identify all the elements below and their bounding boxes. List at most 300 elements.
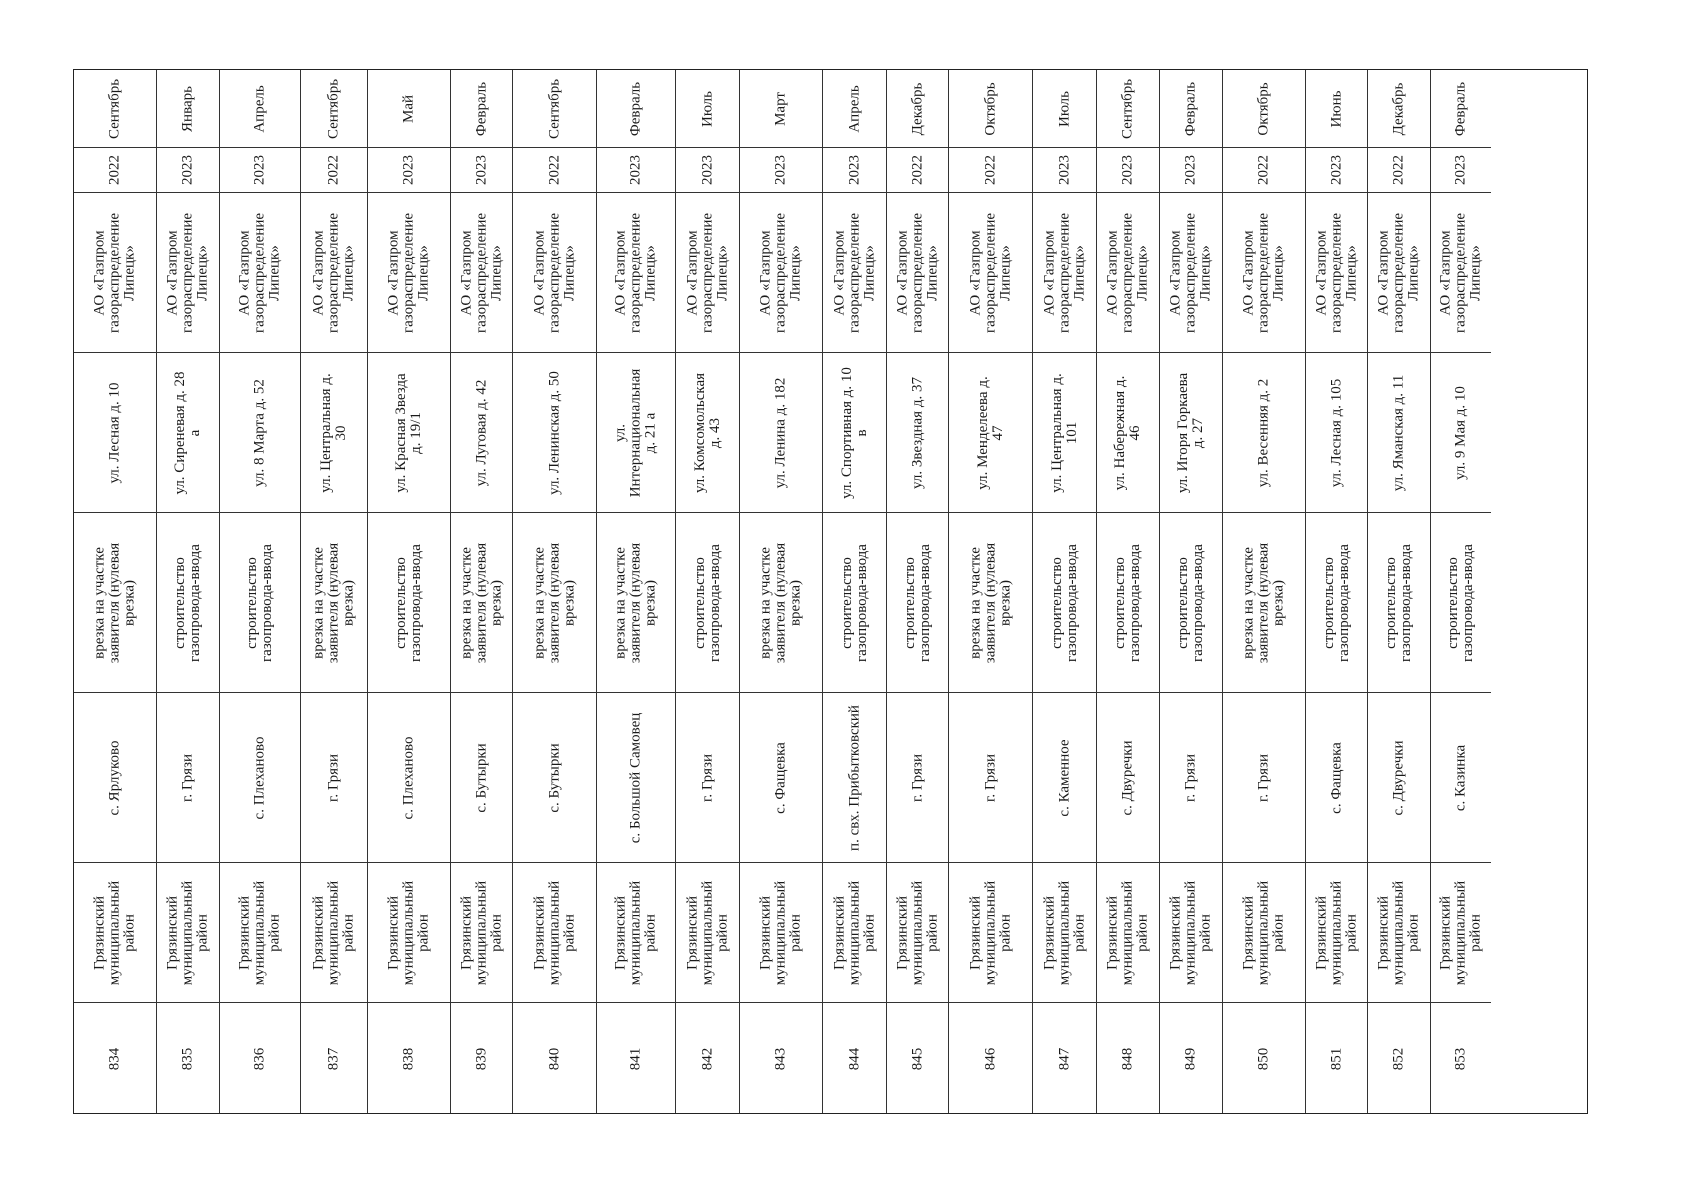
- locality-text: с. Ярлуково: [106, 740, 123, 815]
- work-type-text: строительство газопровода-ввода: [1320, 543, 1352, 662]
- row-number-cell: [368, 1002, 450, 1115]
- organization-text: АО «Газпром газораспределение Липецк»: [1104, 212, 1151, 333]
- district-cell: [157, 862, 219, 1002]
- district-text: Грязинский муниципальный район: [612, 880, 659, 985]
- table-row: [367, 70, 450, 1113]
- address-text: ул. Игоря Горкаева д. 27: [1175, 372, 1206, 493]
- table-row: [886, 70, 948, 1113]
- address-cell: [451, 352, 512, 512]
- organization-cell: [74, 192, 156, 352]
- locality-text: г. Грязи: [1255, 753, 1272, 802]
- work-type-cell: [1160, 512, 1222, 692]
- year-text: 2023: [699, 155, 715, 185]
- month-text: Сентябрь: [106, 78, 123, 139]
- month-cell: [74, 70, 156, 147]
- work-type-cell: [301, 512, 367, 692]
- district-cell: [949, 862, 1032, 1002]
- address-text: ул. Комсомольская д. 43: [691, 372, 723, 493]
- organization-cell: [220, 192, 300, 352]
- address-cell: [1223, 352, 1305, 512]
- year-text: 2023: [772, 155, 789, 185]
- year-cell: [1160, 147, 1222, 192]
- year-cell: [949, 147, 1032, 192]
- district-text: Грязинский муниципальный район: [164, 880, 211, 985]
- row-number-cell: [301, 1002, 367, 1115]
- month-cell: [887, 70, 948, 147]
- month-cell: [597, 70, 675, 147]
- year-cell: [1368, 147, 1430, 192]
- locality-cell: [1223, 692, 1305, 862]
- year-cell: [1033, 147, 1096, 192]
- work-type-text: строительство газопровода-ввода: [901, 543, 933, 662]
- locality-cell: [1033, 692, 1096, 862]
- locality-cell: [301, 692, 367, 862]
- locality-cell: [1431, 692, 1491, 862]
- year-text: 2023: [179, 155, 196, 185]
- year-text: 2023: [1056, 155, 1072, 185]
- work-type-cell: [220, 512, 300, 692]
- year-cell: [1431, 147, 1491, 192]
- locality-cell: [1160, 692, 1222, 862]
- address-cell: [1033, 352, 1096, 512]
- organization-text: АО «Газпром газораспределение Липецк»: [531, 212, 577, 333]
- month-text: Октябрь: [1255, 81, 1272, 136]
- address-cell: [220, 352, 300, 512]
- locality-cell: [1368, 692, 1430, 862]
- address-text: ул. Весенняя д. 2: [1255, 378, 1272, 487]
- month-text: Сентябрь: [1119, 78, 1136, 139]
- year-cell: [301, 147, 367, 192]
- month-text: Февраль: [627, 81, 644, 136]
- district-cell: [220, 862, 300, 1002]
- district-cell: [513, 862, 596, 1002]
- row-number-text: 839: [473, 1047, 489, 1071]
- work-type-text: строительство газопровода-ввода: [1112, 543, 1143, 662]
- address-text: ул. 9 Мая д. 10: [1452, 385, 1469, 480]
- work-type-cell: [597, 512, 675, 692]
- organization-cell: [1033, 192, 1096, 352]
- district-cell: [597, 862, 675, 1002]
- row-number-cell: [451, 1002, 512, 1115]
- row-number-text: 851: [1328, 1047, 1344, 1071]
- organization-text: АО «Газпром газораспределение Липецк»: [894, 212, 940, 333]
- row-number-text: 838: [400, 1047, 417, 1071]
- locality-cell: [74, 692, 156, 862]
- address-cell: [740, 352, 822, 512]
- locality-cell: [1306, 692, 1367, 862]
- address-cell: [949, 352, 1032, 512]
- month-cell: [301, 70, 367, 147]
- work-type-cell: [949, 512, 1032, 692]
- locality-text: с. Плеханово: [251, 736, 268, 819]
- locality-text: с. Двуречки: [1119, 739, 1136, 816]
- gas-connection-table: [73, 69, 1588, 1114]
- address-text: ул. Интернациональная д. 21 а: [612, 368, 659, 497]
- work-type-text: врезка на участке заявителя (нулевая врезка): [531, 542, 577, 663]
- organization-text: АО «Газпром газораспределение Липецк»: [458, 212, 504, 333]
- work-type-cell: [368, 512, 450, 692]
- month-text: Апрель: [846, 84, 862, 133]
- table-row: [675, 70, 739, 1113]
- month-cell: [1223, 70, 1305, 147]
- row-number-cell: [157, 1002, 219, 1115]
- row-number-text: 841: [627, 1047, 644, 1071]
- row-number-text: 840: [546, 1047, 562, 1071]
- row-number-text: 844: [846, 1047, 862, 1071]
- table-row: [1096, 70, 1159, 1113]
- row-number-cell: [1097, 1002, 1159, 1115]
- row-number-text: 852: [1390, 1047, 1407, 1071]
- address-text: ул. Лесная д. 105: [1328, 378, 1344, 487]
- row-number-cell: [513, 1002, 596, 1115]
- district-cell: [1223, 862, 1305, 1002]
- locality-cell: [740, 692, 822, 862]
- row-number-text: 847: [1056, 1047, 1072, 1071]
- month-text: Сентябрь: [546, 78, 562, 139]
- month-text: Февраль: [1452, 81, 1469, 136]
- month-text: Январь: [179, 85, 196, 132]
- table-row: [156, 70, 219, 1113]
- work-type-text: врезка на участке заявителя (нулевая врезка): [458, 542, 504, 663]
- work-type-text: врезка на участке заявителя (нулевая врезка): [1240, 542, 1287, 663]
- locality-text: с. Двуречки: [1390, 739, 1407, 816]
- address-text: ул. Сиреневая д. 28 а: [172, 370, 203, 495]
- organization-cell: [451, 192, 512, 352]
- year-cell: [1306, 147, 1367, 192]
- address-cell: [597, 352, 675, 512]
- month-cell: [1368, 70, 1430, 147]
- locality-cell: [220, 692, 300, 862]
- district-cell: [1368, 862, 1430, 1002]
- work-type-cell: [823, 512, 886, 692]
- organization-text: АО «Газпром газораспределение Липецк»: [1167, 212, 1214, 333]
- organization-cell: [1223, 192, 1305, 352]
- year-cell: [1097, 147, 1159, 192]
- year-text: 2022: [106, 155, 123, 185]
- organization-text: АО «Газпром газораспределение Липецк»: [1375, 212, 1422, 333]
- year-cell: [368, 147, 450, 192]
- address-cell: [1368, 352, 1430, 512]
- month-text: Май: [400, 94, 417, 123]
- organization-cell: [1368, 192, 1430, 352]
- row-number-cell: [220, 1002, 300, 1115]
- district-text: Грязинский муниципальный район: [757, 880, 804, 985]
- row-number-cell: [676, 1002, 739, 1115]
- year-text: 2023: [1182, 155, 1199, 185]
- locality-text: г. Грязи: [1182, 753, 1199, 802]
- table-row: [300, 70, 367, 1113]
- organization-cell: [597, 192, 675, 352]
- locality-text: с. Большой Самовец: [627, 712, 644, 843]
- month-cell: [676, 70, 739, 147]
- district-cell: [1431, 862, 1491, 1002]
- locality-text: п. свх. Прибытковский: [846, 704, 862, 851]
- row-number-cell: [597, 1002, 675, 1115]
- year-text: 2023: [251, 155, 268, 185]
- table-row: [1430, 70, 1491, 1113]
- organization-cell: [1306, 192, 1367, 352]
- row-number-cell: [949, 1002, 1032, 1115]
- work-type-cell: [1368, 512, 1430, 692]
- work-type-text: строительство газопровода-ввода: [244, 543, 275, 662]
- organization-text: АО «Газпром газораспределение Липецк»: [967, 212, 1013, 333]
- locality-cell: [513, 692, 596, 862]
- district-cell: [676, 862, 739, 1002]
- address-text: ул. Спортивная д. 10 в: [838, 366, 870, 499]
- work-type-cell: [451, 512, 512, 692]
- organization-cell: [368, 192, 450, 352]
- work-type-text: строительство газопровода-ввода: [172, 543, 203, 662]
- table-row: [1367, 70, 1430, 1113]
- address-text: ул. Красная Звезда д. 19/1: [393, 372, 424, 493]
- address-cell: [1097, 352, 1159, 512]
- district-cell: [74, 862, 156, 1002]
- month-text: Июль: [699, 90, 715, 127]
- district-cell: [740, 862, 822, 1002]
- address-text: ул. Лесная д. 10: [106, 381, 123, 484]
- district-text: Грязинский муниципальный район: [458, 880, 504, 985]
- address-cell: [887, 352, 948, 512]
- address-cell: [676, 352, 739, 512]
- table-row: [948, 70, 1032, 1113]
- work-type-text: врезка на участке заявителя (нулевая врезка): [612, 542, 659, 663]
- district-cell: [368, 862, 450, 1002]
- locality-text: с. Бутырки: [546, 742, 562, 813]
- month-cell: [1306, 70, 1367, 147]
- row-number-text: 845: [909, 1047, 925, 1071]
- work-type-text: строительство газопровода-ввода: [393, 543, 424, 662]
- district-cell: [1306, 862, 1367, 1002]
- organization-text: АО «Газпром газораспределение Липецк»: [831, 212, 877, 333]
- organization-cell: [513, 192, 596, 352]
- locality-cell: [1097, 692, 1159, 862]
- address-text: ул. Луговая д. 42: [473, 379, 489, 486]
- district-text: Грязинский муниципальный район: [1104, 880, 1151, 985]
- address-cell: [513, 352, 596, 512]
- work-type-cell: [1431, 512, 1491, 692]
- organization-cell: [887, 192, 948, 352]
- district-text: Грязинский муниципальный район: [1167, 880, 1214, 985]
- work-type-cell: [1097, 512, 1159, 692]
- organization-cell: [1097, 192, 1159, 352]
- row-number-cell: [823, 1002, 886, 1115]
- row-number-text: 834: [106, 1047, 123, 1071]
- locality-text: г. Грязи: [699, 753, 715, 802]
- month-cell: [740, 70, 822, 147]
- year-text: 2023: [400, 155, 417, 185]
- address-text: ул. Центральная д. 101: [1048, 372, 1080, 493]
- row-number-text: 853: [1452, 1047, 1469, 1071]
- district-cell: [451, 862, 512, 1002]
- district-cell: [1033, 862, 1096, 1002]
- row-number-cell: [1368, 1002, 1430, 1115]
- work-type-cell: [740, 512, 822, 692]
- row-number-text: 836: [251, 1047, 268, 1071]
- table-row: [74, 70, 156, 1113]
- row-number-cell: [740, 1002, 822, 1115]
- district-text: Грязинский муниципальный район: [236, 880, 283, 985]
- table-row: [512, 70, 596, 1113]
- district-text: Грязинский муниципальный район: [1375, 880, 1422, 985]
- month-cell: [513, 70, 596, 147]
- work-type-text: строительство газопровода-ввода: [1175, 543, 1206, 662]
- address-text: ул. Менделеева д. 47: [974, 375, 1006, 490]
- table-row: [1305, 70, 1367, 1113]
- row-number-text: 843: [772, 1047, 789, 1071]
- month-cell: [451, 70, 512, 147]
- month-cell: [823, 70, 886, 147]
- address-text: ул. Звездная д. 37: [909, 376, 925, 489]
- district-text: Грязинский муниципальный район: [91, 880, 138, 985]
- work-type-text: строительство газопровода-ввода: [1445, 543, 1476, 662]
- organization-cell: [157, 192, 219, 352]
- district-text: Грязинский муниципальный район: [967, 880, 1013, 985]
- row-number-text: 837: [325, 1047, 342, 1071]
- work-type-text: врезка на участке заявителя (нулевая врезка): [310, 542, 357, 663]
- address-cell: [74, 352, 156, 512]
- organization-text: АО «Газпром газораспределение Липецк»: [236, 212, 283, 333]
- organization-text: АО «Газпром газораспределение Липецк»: [1041, 212, 1087, 333]
- work-type-text: строительство газопровода-ввода: [691, 543, 723, 662]
- district-text: Грязинский муниципальный район: [684, 880, 730, 985]
- organization-cell: [823, 192, 886, 352]
- row-number-text: 842: [699, 1047, 715, 1071]
- address-cell: [1306, 352, 1367, 512]
- organization-text: АО «Газпром газораспределение Липецк»: [1437, 212, 1484, 333]
- row-number-cell: [887, 1002, 948, 1115]
- locality-text: с. Плеханово: [400, 736, 417, 819]
- month-cell: [1160, 70, 1222, 147]
- year-text: 2023: [846, 155, 862, 185]
- month-cell: [949, 70, 1032, 147]
- district-text: Грязинский муниципальный район: [531, 880, 577, 985]
- address-text: ул. Центральная д. 30: [318, 372, 349, 493]
- month-cell: [368, 70, 450, 147]
- work-type-cell: [513, 512, 596, 692]
- month-cell: [1097, 70, 1159, 147]
- table-row: [596, 70, 675, 1113]
- row-number-cell: [1223, 1002, 1305, 1115]
- locality-cell: [451, 692, 512, 862]
- row-number-text: 850: [1255, 1047, 1272, 1071]
- locality-cell: [676, 692, 739, 862]
- organization-text: АО «Газпром газораспределение Липецк»: [91, 212, 138, 333]
- organization-cell: [676, 192, 739, 352]
- district-text: Грязинский муниципальный район: [894, 880, 940, 985]
- district-text: Грязинский муниципальный район: [1240, 880, 1287, 985]
- locality-cell: [823, 692, 886, 862]
- year-text: 2022: [909, 155, 925, 185]
- year-text: 2022: [982, 155, 998, 185]
- month-cell: [1431, 70, 1491, 147]
- year-cell: [220, 147, 300, 192]
- month-text: Март: [772, 91, 789, 126]
- locality-text: с. Каменное: [1056, 738, 1072, 817]
- organization-cell: [949, 192, 1032, 352]
- locality-text: с. Фащевка: [772, 741, 789, 814]
- year-text: 2022: [1255, 155, 1272, 185]
- year-text: 2022: [546, 155, 562, 185]
- work-type-text: строительство газопровода-ввода: [1048, 543, 1080, 662]
- district-cell: [887, 862, 948, 1002]
- month-text: Октябрь: [982, 81, 998, 136]
- work-type-text: врезка на участке заявителя (нулевая врезка): [967, 542, 1013, 663]
- year-text: 2023: [473, 155, 489, 185]
- locality-text: с. Казинка: [1452, 744, 1469, 811]
- district-text: Грязинский муниципальный район: [1313, 880, 1359, 985]
- month-text: Февраль: [473, 81, 489, 136]
- year-cell: [74, 147, 156, 192]
- work-type-cell: [1306, 512, 1367, 692]
- month-cell: [1033, 70, 1096, 147]
- address-text: ул. Ленинская д. 50: [546, 370, 562, 495]
- organization-cell: [1431, 192, 1491, 352]
- row-number-text: 849: [1182, 1047, 1199, 1071]
- locality-text: с. Бутырки: [473, 742, 489, 813]
- year-cell: [513, 147, 596, 192]
- address-cell: [157, 352, 219, 512]
- year-text: 2022: [1390, 155, 1407, 185]
- table-row: [450, 70, 512, 1113]
- address-cell: [823, 352, 886, 512]
- district-text: Грязинский муниципальный район: [831, 880, 877, 985]
- row-number-cell: [1033, 1002, 1096, 1115]
- locality-text: с. Фащевка: [1328, 741, 1344, 814]
- month-text: Апрель: [251, 84, 268, 133]
- address-cell: [368, 352, 450, 512]
- organization-text: АО «Газпром газораспределение Липецк»: [310, 212, 357, 333]
- row-number-cell: [1306, 1002, 1367, 1115]
- work-type-text: врезка на участке заявителя (нулевая врезка): [91, 542, 138, 663]
- year-cell: [1223, 147, 1305, 192]
- year-cell: [597, 147, 675, 192]
- year-cell: [676, 147, 739, 192]
- address-text: ул. Яманская д. 11: [1390, 374, 1407, 491]
- locality-text: г. Грязи: [909, 753, 925, 802]
- address-text: ул. Набережная д. 46: [1112, 375, 1143, 490]
- district-cell: [823, 862, 886, 1002]
- organization-text: АО «Газпром газораспределение Липецк»: [1240, 212, 1287, 333]
- work-type-text: строительство газопровода-ввода: [1383, 543, 1414, 662]
- row-number-text: 846: [982, 1047, 998, 1071]
- locality-text: г. Грязи: [325, 753, 342, 802]
- month-cell: [220, 70, 300, 147]
- row-number-cell: [1160, 1002, 1222, 1115]
- table-row: [219, 70, 300, 1113]
- table-row: [1222, 70, 1305, 1113]
- organization-cell: [301, 192, 367, 352]
- organization-text: АО «Газпром газораспределение Липецк»: [612, 212, 659, 333]
- row-number-cell: [1431, 1002, 1491, 1115]
- address-text: ул. Ленина д. 182: [772, 377, 789, 488]
- year-cell: [823, 147, 886, 192]
- work-type-cell: [157, 512, 219, 692]
- locality-cell: [368, 692, 450, 862]
- locality-cell: [157, 692, 219, 862]
- locality-cell: [887, 692, 948, 862]
- year-text: 2023: [1119, 155, 1136, 185]
- organization-text: АО «Газпром газораспределение Липецк»: [757, 212, 804, 333]
- year-cell: [157, 147, 219, 192]
- district-cell: [301, 862, 367, 1002]
- month-text: Июнь: [1328, 90, 1344, 127]
- organization-text: АО «Газпром газораспределение Липецк»: [385, 212, 432, 333]
- district-text: Грязинский муниципальный район: [385, 880, 432, 985]
- year-text: 2023: [1452, 155, 1469, 185]
- year-cell: [740, 147, 822, 192]
- district-text: Грязинский муниципальный район: [1041, 880, 1087, 985]
- row-number-text: 848: [1119, 1047, 1136, 1071]
